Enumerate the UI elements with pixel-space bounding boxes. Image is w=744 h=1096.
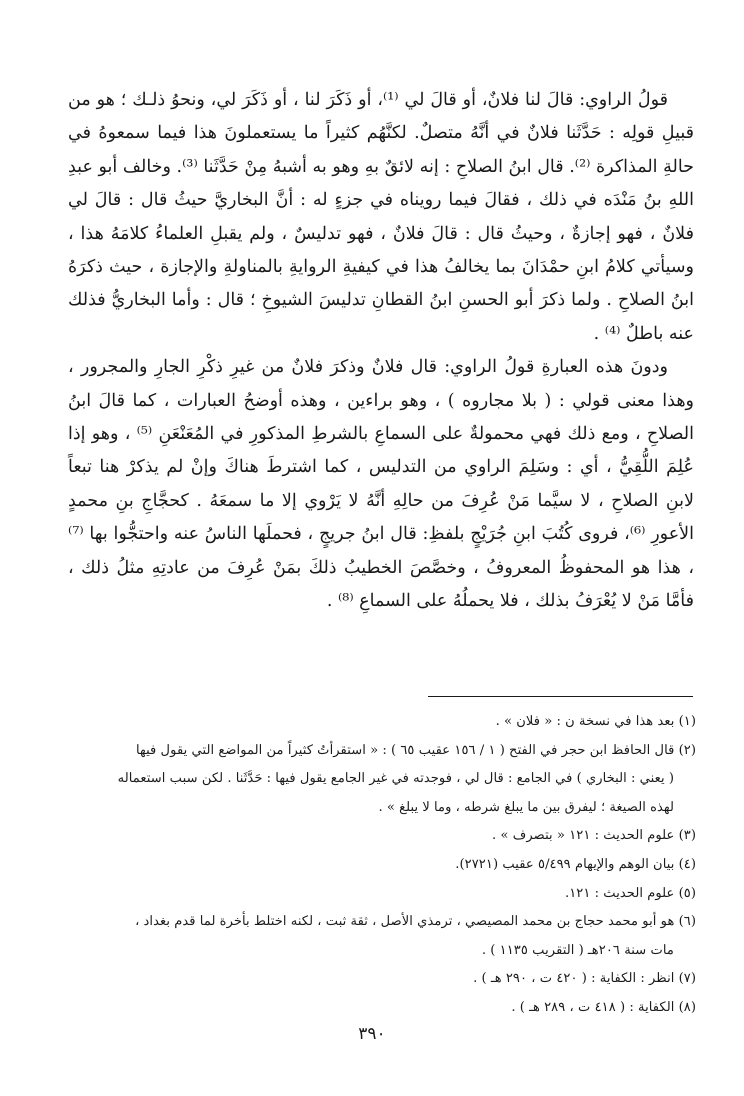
- footnotes: [62, 708, 696, 1023]
- footnote-2-cont-1: ( يعني : البخاري ) في الجامع : قال لي ، فوجدته في غير الجامع يقول فيها : حَدَّثَنا . لكن سبب استعماله: [117, 771, 674, 787]
- footnote-3: (٣) علوم الحديث : ١٢١ « بتصرف » .: [492, 828, 696, 844]
- footnote-7: (٧) انظر : الكفاية : ( ٤٢٠ ت ، ٢٩٠ هـ ) .: [473, 971, 696, 987]
- body-paragraph-2: ودونَ هذه العبارةِ قولُ الراوي: قال فلانٌ وذكرَ فلانٌ من غيرِ ذكْرِ الجارِ والمجرور ، وهذا معنى قولي : ( بلا مجاروه ) ، وهو براءين ، وهذه أوضحُ العبارات ، كما قالَ ابنُ الصلاحِ ، ومع ذلك فهي محمولةٌ على السماعِ بالشرطِ المذكورِ في المُعَنْعَنِ ⁽⁵⁾ ، وهو إذا عُلِمَ اللُّقِيُّ ، أي : وسَلِمَ الراوي من التدليس ، كما اشترطَ هناكَ وإنْ لم يذكرْ هنا تبعاً لابنِ الصلاحِ ، لا سيَّما مَنْ عُرِفَ من حالِهِ أنَّهُ لا يَرْوي إلا ما سمعَهُ . كحجَّاجِ بنِ محمدٍ الأعورِ ⁽⁶⁾، فروى كُتُبَ ابنِ جُرَيْجٍ بلفظِ: قال ابنُ جريجٍ ، فحملَها الناسُ عنه واحتجُّوا بها ⁽⁷⁾ ، هذا هو المحفوظُ المعروفُ ، وخصَّصَ الخطيبُ ذلكَ بمَنْ عُرِفَ من عادتِهِ مثلُ ذلك ، فأمَّا مَنْ لا يُعْرَفُ بذلك ، فلا يحملُهُ على السماعِ ⁽⁸⁾ .: [68, 357, 694, 612]
- page-number: ٣٩٠: [358, 1024, 386, 1044]
- footnote-6: (٦) هو أبو محمد حجاج بن محمد المصيصي ، ترمذي الأصل ، ثقة ثبت ، لكنه اختلط بأخرة لما قدم بغداد ،: [135, 914, 696, 930]
- footnote-separator: [428, 696, 693, 697]
- body-paragraph-1: قولُ الراوي: قالَ لنا فلانٌ، أو قالَ لي ⁽¹⁾، أو ذَكَرَ لنا ، أو ذَكَرَ لي، ونحوُ ذلـك ؛ هو من قبيلِ قولِه : حَدَّثَنا فلانٌ في أنَّهُ متصلٌ. لكنَّهُم كثيراً ما يستعملونَ هذا فيما سمعوهُ في حالةِ المذاكرة ⁽²⁾. قال ابنُ الصلاحِ : إنه لائقٌ بهِ وهو به أشبهُ مِنْ حَدَّثَنا ⁽³⁾. وخالف أبو عبدِ اللهِ بنُ مَنْدَه في ذلك ، فقالَ فيما رويناه في جزءٍ له : أنَّ البخاريَّ حيثُ قال : قالَ لي فلانٌ ، فهو إجازةٌ ، وحيثُ قال : قالَ فلانٌ ، فهو تدليسٌ ، ولم يقبلِ العلماءُ كلامَهُ هذا ، وسيأتي كلامُ ابنِ حمْدَانَ بما يخالفُ هذا في كيفيةِ الروايةِ بالمناولةِ والإجازة ، حيث ذكرَهُ ابنُ الصلاحِ . ولما ذكرَ أبو الحسنِ ابنُ القطانِ تدليسَ الشيوخِ ؛ قال : وأما البخاريُّ فذلك عنه باطلٌ ⁽⁴⁾ .: [68, 90, 695, 344]
- footnote-5: (٥) علوم الحديث : ١٢١.: [564, 885, 696, 901]
- footnote-4: (٤) بيان الوهم والإيهام ٥/٤٩٩ عقيب (٢٧٢١).: [455, 856, 696, 872]
- footnote-6-cont: مات سنة ٢٠٦هـ ( التقريب ١١٣٥ ) .: [481, 942, 674, 958]
- footnote-2-cont-2: لهذه الصيغة ؛ ليفرق بين ما يبلغ شرطه ، وما لا يبلغ » .: [378, 799, 674, 815]
- footnote-1: (١) بعد هذا في نسخة ن : « فلان » .: [495, 714, 696, 729]
- footnote-8: (٨) الكفاية : ( ٤١٨ ت ، ٢٨٩ هـ ) .: [511, 999, 696, 1015]
- footnote-2: (٢) قال الحافظ ابن حجر في الفتح ( ١ / ١٥٦ عقيب ٦٥ ) : « استقرأتُ كثيراً من المواضع التي يقول فيها: [135, 742, 696, 758]
- main-text: [68, 84, 694, 619]
